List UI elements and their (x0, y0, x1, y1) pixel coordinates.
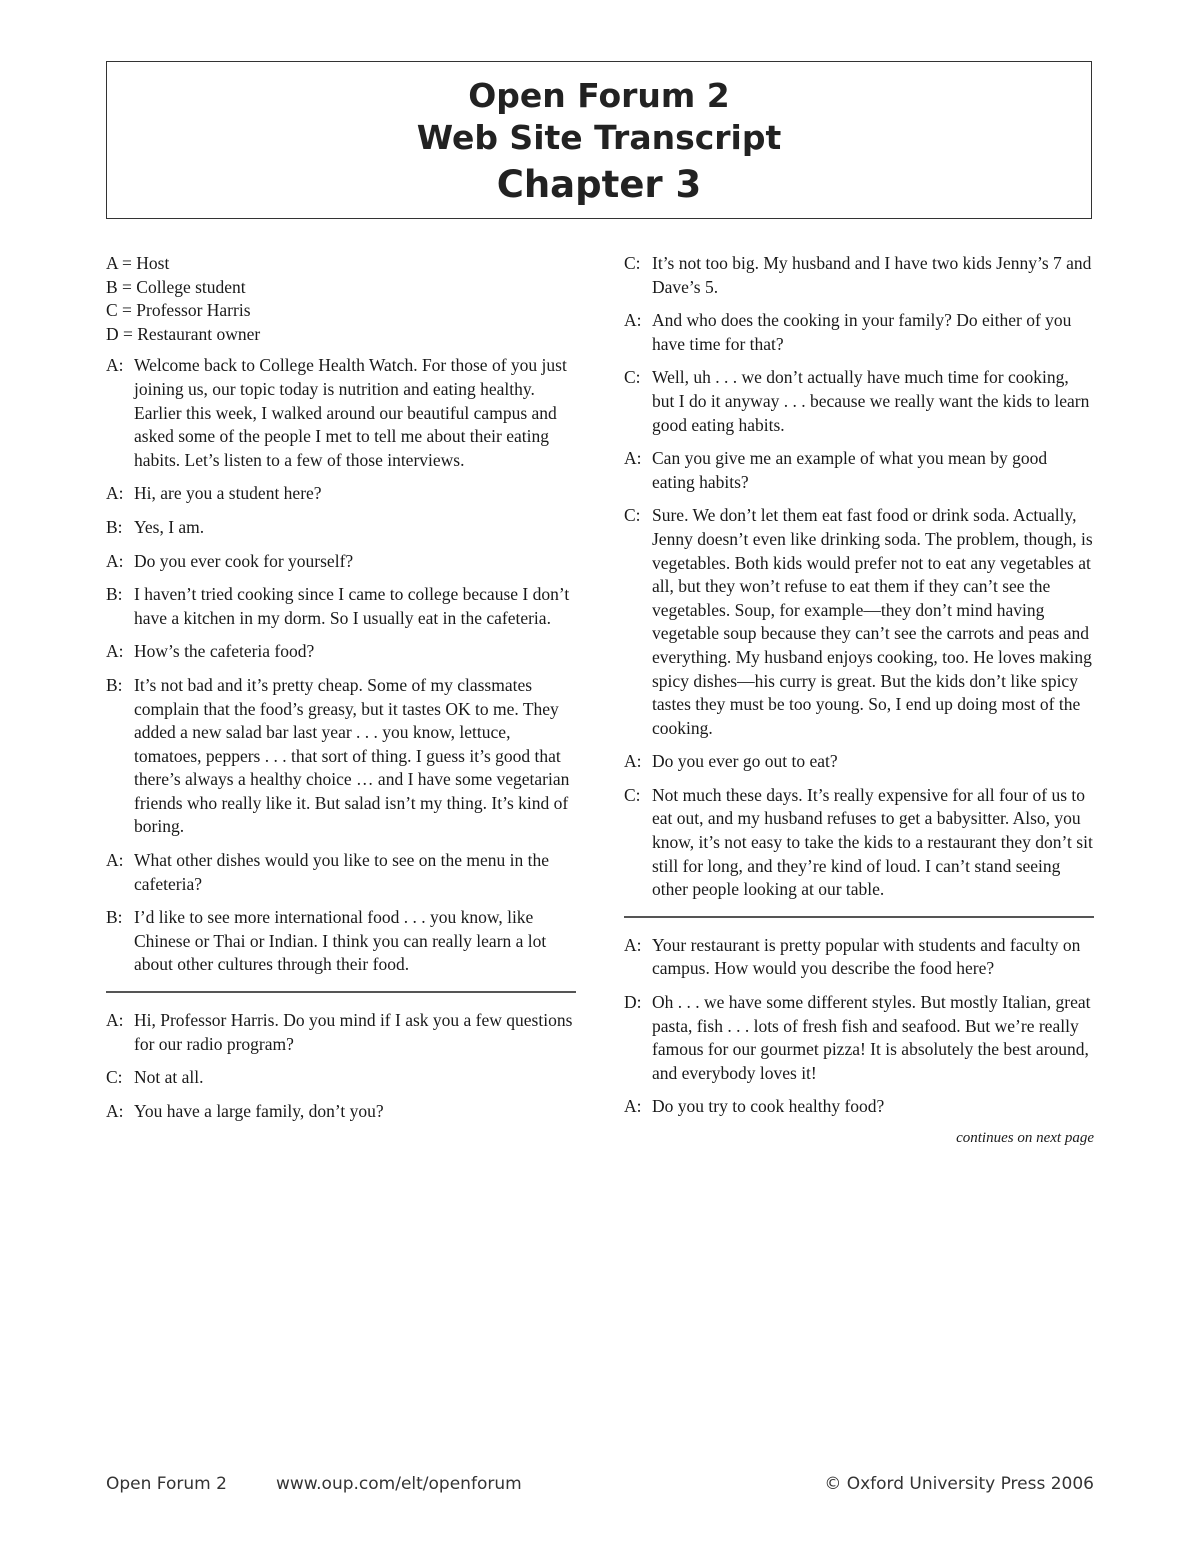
speaker-key-item: C = Professor Harris (106, 300, 251, 321)
transcript-line (106, 1066, 576, 1090)
transcript-line (106, 674, 576, 839)
speech-text: Can you give me an example of what you mean by good eating habits? (652, 448, 1048, 492)
transcript-line (624, 750, 1094, 774)
speech-text: I haven’t tried cooking since I came to college because I don’t have a kitchen in my dorm. So I usually eat in the cafeteria. (134, 584, 570, 628)
footer-book-title: Open Forum 2 (106, 1474, 227, 1494)
speech-text: Not much these days. It’s really expensive for all four of us to eat out, and my husband refuses to get a babysitter. Also, you know, it’s not easy to take the kids to a restaurant they don’t sit still for long, and they’re kind of loud. I can’t stand seeing other people looking at our table. (652, 784, 1093, 900)
footer-copyright: © Oxford University Press 2006 (824, 1474, 1094, 1494)
transcript-line (624, 366, 1094, 437)
speech-text: And who does the cooking in your family? Do either of you have time for that? (652, 310, 1072, 354)
speech-text: Oh . . . we have some different styles. But mostly Italian, great pasta, fish . . . lots of fresh fish and seafood. But we’re really famous for our gourmet pizza! It is absolutely the best around, and everybody loves it! (652, 992, 1091, 1083)
speaker-label: A: (106, 550, 124, 571)
speech-text: Sure. We don’t let them eat fast food or drink soda. Actually, Jenny doesn’t even like drinking soda. The problem, though, is vegetables. Both kids would prefer not to eat any vegetables at all, but they won’t refuse to eat them if they can’t see the vegetables. Soup, for example—they don’t mind having vegetable soup because they can’t see the carrots and peas and everything. My husband enjoys cooking, too. He loves making spicy dishes—his curry is great. But the kids don’t like spicy tastes they must be too young. So, I end up doing most of the cooking. (652, 505, 1093, 738)
transcript-line (106, 1100, 576, 1124)
transcript-line (106, 354, 576, 472)
transcript-line (106, 516, 576, 540)
transcript-line (106, 849, 576, 896)
transcript-block-restaurant (624, 934, 1094, 1119)
speaker-label: A: (106, 641, 124, 662)
book-title: Open Forum 2 (468, 76, 730, 115)
transcript-line (624, 252, 1094, 299)
speech-text: It’s not bad and it’s pretty cheap. Some of my classmates complain that the food’s greasy, but it tastes OK to me. They added a new salad bar last year . . . you know, lettuce, tomatoes, peppers . . . that sort of thing. I guess it’s good that there’s always a healthy choice … and I have some vegetarian friends who really like it. But salad isn’t my thing. It’s kind of boring. (134, 674, 570, 837)
transcript-line (106, 1009, 576, 1056)
speaker-label: A: (624, 934, 642, 955)
document-title: Web Site Transcript (416, 118, 782, 157)
speaker-label: A: (106, 483, 124, 504)
speaker-key-item: B = College student (106, 276, 246, 297)
speech-text: Yes, I am. (134, 516, 205, 537)
continues-note: continues on next page (956, 1130, 1094, 1146)
left-column (106, 252, 576, 1133)
speaker-label: B: (106, 516, 123, 537)
speaker-label: B: (106, 584, 123, 605)
section-divider (106, 991, 576, 993)
transcript-line (624, 309, 1094, 356)
speaker-label: B: (106, 907, 123, 928)
transcript-line (624, 934, 1094, 981)
speech-text: I’d like to see more international food . . . you know, like Chinese or Thai or Indian. I think you can really learn a lot about other cultures through their food. (134, 907, 547, 975)
transcript-line (624, 504, 1094, 740)
speaker-label: A: (624, 310, 642, 331)
speaker-label: C: (106, 1067, 123, 1088)
speaker-key-item: A = Host (106, 253, 170, 273)
speech-text: Hi, are you a student here? (134, 483, 322, 504)
speech-text: Do you ever go out to eat? (652, 751, 838, 772)
speaker-label: A: (106, 355, 124, 376)
speech-text: How’s the cafeteria food? (134, 641, 315, 662)
right-column (624, 252, 1094, 1151)
speech-text: It’s not too big. My husband and I have two kids Jenny’s 7 and Dave’s 5. (652, 253, 1092, 297)
chapter-title: Chapter 3 (496, 163, 702, 206)
speech-text: Not at all. (134, 1067, 204, 1088)
speaker-key-item: D = Restaurant owner (106, 323, 261, 344)
speaker-key (106, 252, 576, 346)
transcript-line (106, 550, 576, 574)
speaker-label: A: (106, 1010, 124, 1031)
speaker-label: C: (624, 367, 641, 388)
speaker-label: D: (624, 992, 642, 1013)
transcript-line (106, 906, 576, 977)
title-box (106, 61, 1092, 219)
speaker-label: A: (624, 1096, 642, 1117)
transcript-line (624, 447, 1094, 494)
transcript-line (624, 991, 1094, 1085)
speaker-label: A: (624, 751, 642, 772)
speaker-label: A: (106, 1100, 124, 1121)
speaker-label: C: (624, 784, 641, 805)
transcript-line (624, 784, 1094, 902)
speech-text: Your restaurant is pretty popular with students and faculty on campus. How would you describe the food here? (652, 934, 1081, 979)
page-footer (106, 1474, 1094, 1500)
transcript-line (624, 1095, 1094, 1119)
transcript-line (106, 482, 576, 506)
transcript-block-professor-cont (624, 252, 1094, 902)
speech-text: Welcome back to College Health Watch. For those of you just joining us, our topic today is nutrition and eating healthy. Earlier this week, I walked around our beautiful campus and asked some of the people I met to tell me about their eating habits. Let’s listen to a few of those interviews. (134, 355, 567, 470)
section-divider (624, 916, 1094, 918)
speech-text: Do you ever cook for yourself? (134, 550, 354, 571)
speech-text: What other dishes would you like to see on the menu in the cafeteria? (134, 850, 550, 894)
transcript-line (106, 583, 576, 630)
speech-text: Do you try to cook healthy food? (652, 1096, 885, 1117)
speaker-label: C: (624, 253, 641, 273)
speech-text: Well, uh . . . we don’t actually have much time for cooking, but I do it anyway . . . because we really want the kids to learn good eating habits. (652, 367, 1090, 435)
speech-text: Hi, Professor Harris. Do you mind if I ask you a few questions for our radio program? (134, 1010, 573, 1054)
transcript-line (106, 640, 576, 664)
transcript-block-professor (106, 1009, 576, 1123)
speaker-label: C: (624, 505, 641, 526)
speaker-label: B: (106, 674, 123, 695)
speaker-label: A: (624, 448, 642, 469)
transcript-block-student (106, 354, 576, 977)
footer-url[interactable]: www.oup.com/elt/openforum (276, 1474, 522, 1494)
speaker-label: A: (106, 850, 124, 871)
speech-text: You have a large family, don’t you? (134, 1100, 384, 1121)
